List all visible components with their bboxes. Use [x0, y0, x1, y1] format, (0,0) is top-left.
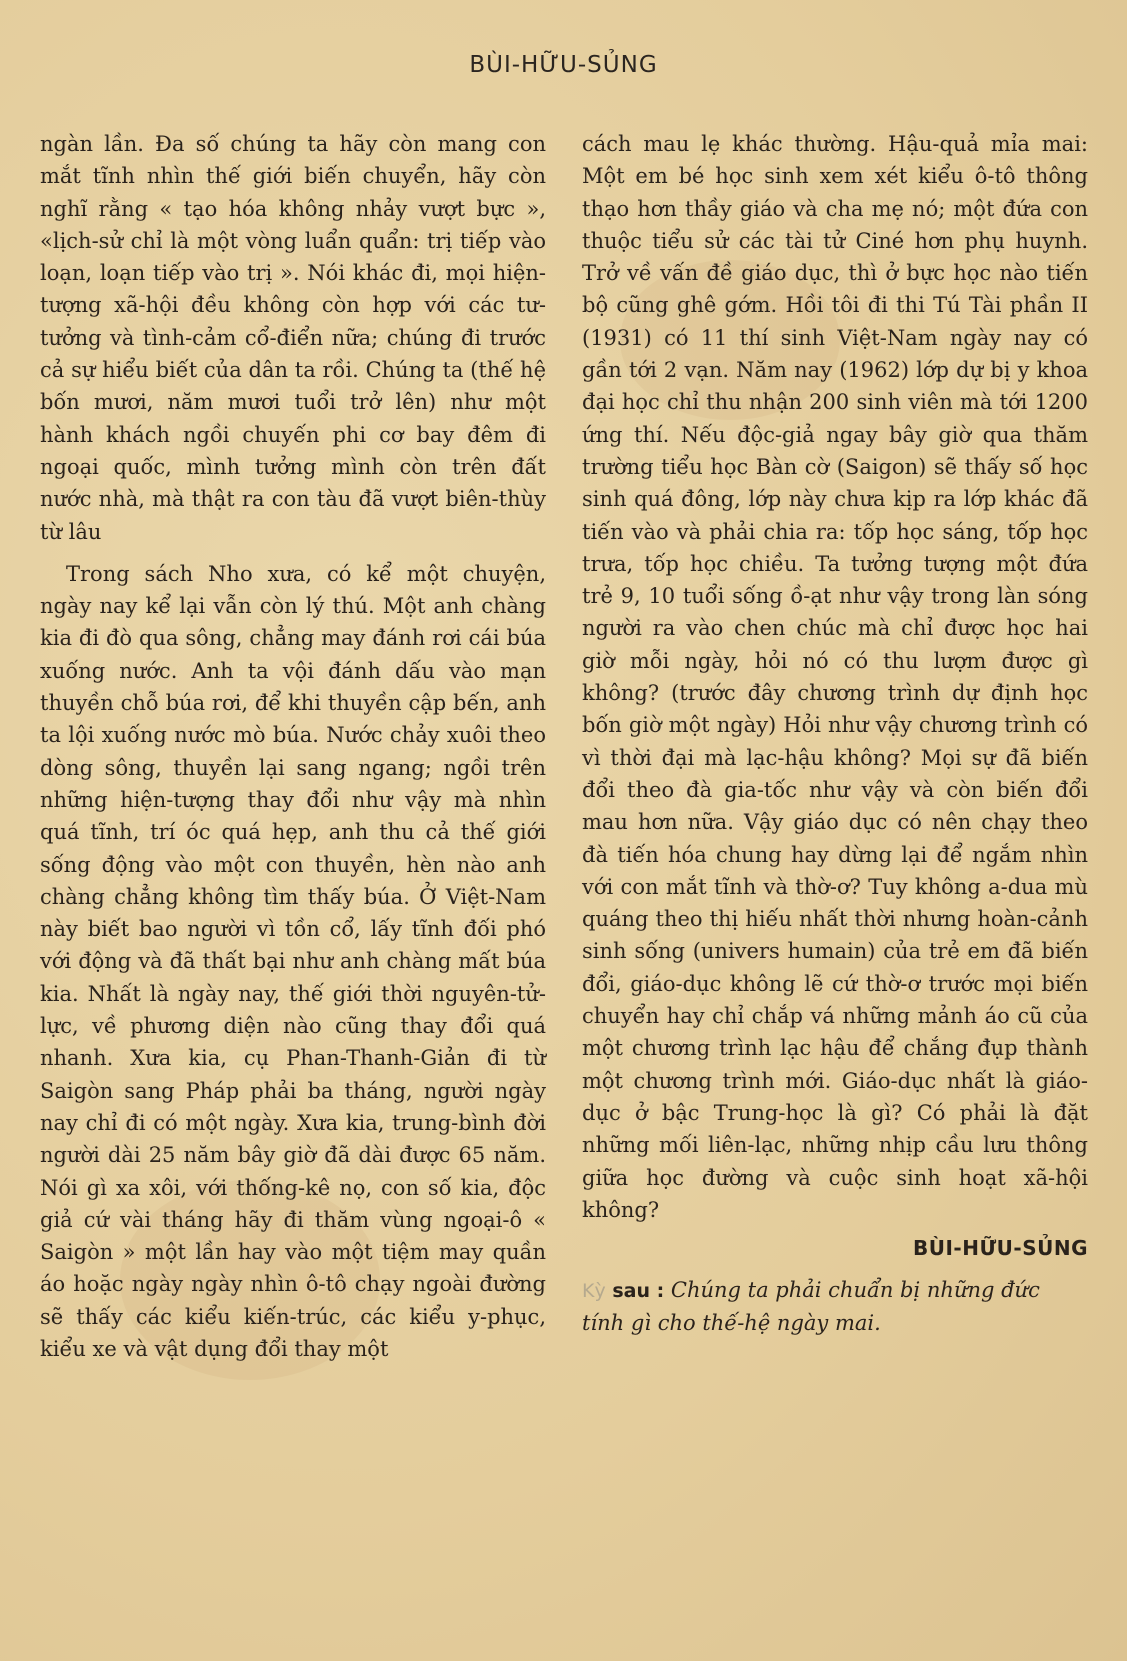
paragraph: Trong sách Nho xưa, có kể một chuyện, ngày nay kể lại vẫn còn lý thú. Một anh chàng kia đi đò qua sông, chẳng may đánh rơi cái búa xuống nước. Anh ta vội đánh dấu vào mạn thuyền chỗ búa rơi, để khi thuyền cập bến, anh ta lội xuống nước mò búa. Nước chảy xuôi theo dòng sông, thuyền lại sang ngang; ngồi trên những hiện-tượng thay đổi như vậy mà nhìn quá tĩnh, trí óc quá hẹp, anh thu cả thế giới sống động vào một con thuyền, hèn nào anh chàng chẳng không tìm thấy búa. Ở Việt-Nam này biết bao người vì tồn cổ, lấy tĩnh đối phó với động và đã thất bại như anh chàng mất búa kia. Nhất là ngày nay, thế giới thời nguyên-tử-lực, về phương diện nào cũng thay đổi quá nhanh. Xưa kia, cụ Phan-Thanh-Giản đi từ Saigòn sang Pháp phải ba tháng, người ngày nay chỉ đi có một ngày. Xưa kia, trung-bình đời người dài 25 năm bây giờ đã dài được 65 năm. Nói gì xa xôi, với thống-kê nọ, con số kia, độc giả cứ vài tháng hãy đi thăm vùng ngoại-ô « Saigòn » một lần hay vào một tiệm may quần áo hoặc ngày ngày nhìn ô-tô chạy ngoài đường sẽ thấy các kiểu kiến-trúc, các kiểu y-phục, kiểu xe và vật dụng đổi thay một [40, 561, 546, 1361]
next-issue-note [582, 1274, 1088, 1339]
left-column [40, 128, 546, 1365]
running-header: BÙI-HỮU-SỦNG [469, 52, 658, 78]
author-signature: BÙI-HỮU-SỦNG [912, 1236, 1088, 1261]
paragraph: ngàn lần. Đa số chúng ta hãy còn mang con mắt tĩnh nhìn thế giới biến chuyển, hãy còn nghĩ rằng « tạo hóa không nhảy vượt bực », «lịch-sử chỉ là một vòng luẩn quẩn: trị tiếp vào loạn, loạn tiếp vào trị ». Nói khác đi, mọi hiện-tượng xã-hội đều không còn hợp với các tư-tưởng và tình-cảm cổ-điển nữa; chúng đi trước cả sự hiểu biết của dân ta rồi. Chúng ta (thế hệ bốn mươi, năm mươi tuổi trở lên) như một hành khách ngồi chuyến phi cơ bay đêm đi ngoại quốc, mình tưởng mình còn trên đất nước nhà, mà thật ra con tàu đã vượt biên-thùy từ lâu [40, 132, 546, 544]
next-issue-label [582, 1280, 664, 1302]
next-issue-label-faded: Kỳ [582, 1280, 606, 1303]
paragraph: cách mau lẹ khác thường. Hậu-quả mỉa mai: Một em bé học sinh xem xét kiểu ô-tô thông thạo hơn thầy giáo và cha mẹ nó; một đứa con thuộc tiểu sử các tài tử Ciné hơn phụ huynh. Trở về vấn đề giáo dục, thì ở bực học nào tiến bộ cũng ghê gớm. Hồi tôi đi thi Tú Tài phần II (1931) có 11 thí sinh Việt-Nam ngày nay có gần tới 2 vạn. Năm nay (1962) lớp dự bị y khoa đại học chỉ thu nhận 200 sinh viên mà tới 1200 ứng thí. Nếu độc-giả ngay bây giờ qua thăm trường tiểu học Bàn cờ (Saigon) sẽ thấy số học sinh quá đông, lớp này chưa kịp ra lớp khác đã tiến vào và phải chia ra: tốp học sáng, tốp học trưa, tốp học chiều. Ta tưởng tượng một đứa trẻ 9, 10 tuổi sống ồ-ạt như vậy trong làn sóng người ra vào chen chúc mà chỉ được học hai giờ mỗi ngày, hỏi nó có thu lượm được gì không? (trước đây chương trình dự định học bốn giờ một ngày) Hỏi như vậy chương trình có vì thời đại mà lạc-hậu không? Mọi sự đã biến đổi theo đà gia-tốc như vậy và còn biến đổi mau hơn nữa. Vậy giáo dục có nên chạy theo đà tiến hóa chung hay dừng lại để ngắm nhìn với con mắt tĩnh và thờ-ơ? Tuy không a-dua mù quáng theo thị hiếu nhất thời nhưng hoàn-cảnh sinh sống (univers humain) của trẻ em đã biến đổi, giáo-dục không lẽ cứ thờ-ơ trước mọi biến chuyển hay chỉ chắp vá những mảnh áo cũ của một chương trình lạc hậu để chắng đụp thành một chương trình mới. Giáo-dục nhất là giáo-dục ở bậc Trung-học là gì? Có phải là đặt những mối liên-lạc, những nhịp cầu lưu thông giữa học đường và cuộc sinh hoạt xã-hội không? [582, 132, 1088, 1222]
right-column [582, 128, 1088, 1339]
next-issue-topic: Chúng ta phải chuẩn bị những đức tính gì cho thế-hệ ngày mai. [582, 1278, 1040, 1336]
next-issue-label-text: sau : [612, 1280, 665, 1303]
